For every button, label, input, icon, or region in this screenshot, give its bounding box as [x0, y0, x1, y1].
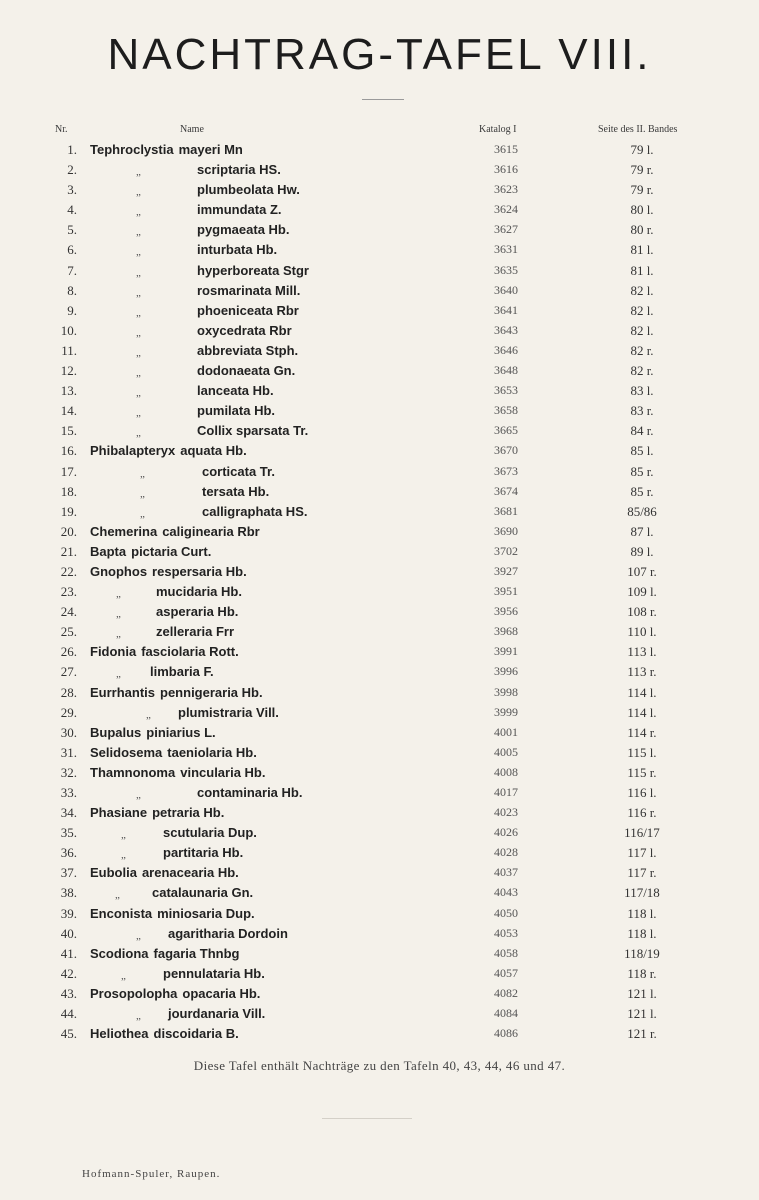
header-nr: Nr.: [55, 124, 68, 135]
table-row: [0, 383, 759, 403]
table-row: [0, 202, 759, 222]
row-number: 24.: [60, 604, 77, 620]
row-number: 23.: [60, 584, 77, 600]
row-number: 10.: [60, 322, 77, 338]
table-row: [0, 484, 759, 504]
page-reference: 114 l.: [627, 684, 657, 700]
table-row: [0, 182, 759, 202]
page-reference: 79 r.: [630, 182, 654, 198]
row-number: 43.: [60, 985, 77, 1001]
katalog-number: 4001: [494, 724, 518, 739]
row-number: 13.: [60, 383, 77, 399]
species-name: pygmaeata Hb.: [197, 222, 290, 238]
katalog-number: 3665: [494, 423, 518, 438]
table-row: [0, 263, 759, 283]
katalog-number: 3641: [494, 302, 518, 317]
table-row: [0, 624, 759, 644]
row-number: 34.: [60, 805, 77, 821]
species-name: pennulataria Hb.: [163, 965, 265, 981]
row-number: 2.: [67, 162, 77, 178]
katalog-number: 3674: [494, 483, 518, 498]
row-number: 30.: [60, 724, 77, 740]
species-name: mayeri Mn: [178, 142, 243, 157]
header-katalog: Katalog I: [479, 124, 517, 135]
row-number: 18.: [60, 483, 77, 499]
ditto-mark: „: [136, 427, 141, 440]
row-number: 39.: [60, 905, 77, 921]
species-name: limbaria F.: [150, 664, 214, 680]
species-name: lanceata Hb.: [197, 383, 274, 399]
species-name: contaminaria Hb.: [197, 785, 303, 800]
page-reference: 80 l.: [630, 202, 654, 218]
table-row: [0, 845, 759, 865]
katalog-number: 3635: [494, 262, 518, 277]
species-name: discoidaria B.: [153, 1026, 239, 1042]
species-name: immundata Z.: [197, 202, 282, 218]
ditto-mark: „: [136, 387, 141, 400]
genus-name: Tephroclystia: [90, 142, 174, 157]
genus-name: Phibalapteryx: [90, 443, 176, 459]
ditto-mark: „: [116, 608, 121, 621]
genus-name: Bupalus: [90, 724, 142, 740]
page-reference: 87 l.: [630, 523, 654, 539]
row-number: 40.: [60, 925, 77, 941]
title-rule: [362, 99, 404, 100]
row-number: 11.: [61, 342, 77, 358]
ditto-mark: „: [136, 789, 141, 801]
species-name: Collix sparsata Tr.: [197, 423, 309, 439]
table-row: [0, 805, 759, 825]
species-name: oxycedrata Rbr: [197, 322, 292, 338]
katalog-number: 4037: [494, 865, 518, 880]
katalog-number: 4008: [494, 764, 518, 779]
species-name: respersaria Hb.: [152, 563, 247, 579]
table-row: [0, 966, 759, 986]
page-reference: 118/19: [624, 945, 660, 961]
species-name: dodonaeata Gn.: [197, 363, 296, 379]
page-reference: 107 r.: [627, 563, 657, 579]
species-name: inturbata Hb.: [197, 242, 278, 258]
ditto-mark: „: [146, 708, 151, 721]
table-row: [0, 564, 759, 584]
ditto-mark: „: [136, 407, 141, 420]
table-row: [0, 765, 759, 785]
genus-name: Eurrhantis: [90, 684, 156, 700]
page-reference: 109 l.: [627, 584, 657, 600]
table-row: [0, 544, 759, 564]
table-row: [0, 283, 759, 303]
katalog-number: 3624: [494, 202, 518, 217]
table-row: [0, 524, 759, 544]
row-number: 36.: [60, 845, 77, 861]
page-reference: 114 l.: [627, 704, 657, 720]
page-reference: 118 l.: [627, 925, 657, 941]
table-row: [0, 504, 759, 524]
row-number: 37.: [60, 865, 77, 881]
row-number: 20.: [60, 523, 77, 539]
table-row: [0, 162, 759, 182]
table-row: [0, 685, 759, 705]
katalog-number: 3640: [494, 282, 518, 297]
table-row: [0, 745, 759, 765]
katalog-number: 4023: [494, 805, 518, 820]
table-row: [0, 1006, 759, 1026]
table-row: [0, 142, 759, 162]
page-reference: 85 l.: [630, 443, 654, 459]
row-number: 21.: [60, 543, 77, 559]
page-reference: 85/86: [627, 503, 657, 519]
species-name: fagaria Thnbg: [153, 945, 240, 961]
ditto-mark: „: [136, 367, 141, 380]
species-name: catalaunaria Gn.: [152, 885, 254, 901]
katalog-number: 3999: [494, 704, 518, 719]
table-row: [0, 242, 759, 262]
katalog-number: 4050: [494, 905, 518, 920]
page-reference: 117 r.: [627, 865, 657, 881]
row-number: 9.: [67, 302, 77, 318]
page-reference: 113 l.: [627, 644, 657, 660]
page-reference: 115 r.: [627, 764, 657, 780]
katalog-number: 4028: [494, 845, 518, 860]
genus-name: Enconista: [90, 905, 153, 921]
row-number: 33.: [60, 785, 77, 800]
species-name: pumilata Hb.: [197, 403, 276, 419]
page-reference: 82 l.: [630, 322, 654, 338]
genus-name: Phasiane: [90, 805, 148, 821]
katalog-number: 4084: [494, 1006, 518, 1021]
row-number: 28.: [60, 684, 77, 700]
ditto-mark: „: [115, 889, 120, 902]
row-number: 32.: [60, 764, 77, 780]
page-reference: 117 l.: [627, 845, 657, 861]
row-number: 12.: [60, 363, 77, 379]
katalog-number: 4017: [494, 785, 518, 799]
table-row: [0, 885, 759, 905]
species-name: calligraphata HS.: [202, 503, 308, 519]
table-row: [0, 423, 759, 443]
row-number: 5.: [67, 222, 77, 238]
page-reference: 110 l.: [627, 624, 657, 640]
page-reference: 108 r.: [627, 604, 657, 620]
genus-name: Fidonia: [90, 644, 137, 660]
page-reference: 116 l.: [627, 785, 657, 800]
genus-name: Thamnonoma: [90, 764, 176, 780]
species-name: vincularia Hb.: [180, 764, 266, 780]
table-row: [0, 946, 759, 966]
katalog-number: 4026: [494, 825, 518, 840]
katalog-number: 3627: [494, 222, 518, 237]
katalog-number: 3951: [494, 584, 518, 599]
species-name: scriptaria HS.: [197, 162, 281, 178]
ditto-mark: „: [140, 467, 145, 480]
katalog-number: 3968: [494, 624, 518, 639]
katalog-number: 3643: [494, 322, 518, 337]
table-row: [0, 584, 759, 604]
katalog-number: 3615: [494, 142, 518, 156]
table-row: [0, 825, 759, 845]
row-number: 3.: [67, 182, 77, 198]
page-reference: 113 r.: [627, 664, 657, 680]
species-name: plumbeolata Hw.: [197, 182, 300, 198]
species-name: asperaria Hb.: [156, 604, 239, 620]
species-name: mucidaria Hb.: [156, 584, 242, 600]
ditto-mark: „: [136, 286, 141, 299]
ditto-mark: „: [140, 487, 145, 500]
katalog-number: 3927: [494, 563, 518, 578]
page-reference: 85 r.: [630, 483, 654, 499]
katalog-number: 3702: [494, 543, 518, 558]
row-number: 44.: [60, 1006, 77, 1022]
ditto-mark: „: [136, 306, 141, 319]
row-number: 31.: [60, 744, 77, 760]
row-number: 16.: [60, 443, 77, 459]
row-number: 6.: [67, 242, 77, 258]
table-row: [0, 926, 759, 946]
ditto-mark: „: [136, 166, 141, 179]
page-reference: 115 l.: [627, 744, 657, 760]
page-reference: 116/17: [624, 825, 660, 841]
page-reference: 85 r.: [630, 463, 654, 479]
page-reference: 82 l.: [630, 282, 654, 298]
katalog-number: 4053: [494, 925, 518, 940]
species-name: phoeniceata Rbr: [197, 302, 299, 318]
species-name: opacaria Hb.: [182, 985, 261, 1001]
species-name: scutularia Dup.: [163, 825, 257, 841]
species-name: agaritharia Dordoin: [168, 925, 288, 941]
page-reference: 114 r.: [627, 724, 657, 740]
ditto-mark: „: [136, 1010, 141, 1023]
species-name: arenacearia Hb.: [141, 865, 239, 881]
table-row: [0, 403, 759, 423]
page-reference: 116 r.: [627, 805, 657, 821]
table-row: [0, 785, 759, 805]
page-reference: 83 l.: [630, 383, 654, 399]
table-row: [0, 644, 759, 664]
ditto-mark: „: [136, 226, 141, 239]
ditto-mark: „: [136, 266, 141, 279]
genus-name: Eubolia: [90, 865, 137, 881]
species-name: abbreviata Stph.: [197, 342, 299, 358]
table-row: [0, 343, 759, 363]
table-row: [0, 443, 759, 463]
row-number: 25.: [60, 624, 77, 640]
katalog-number: 3648: [494, 363, 518, 378]
page-reference: 82 r.: [630, 363, 654, 379]
table-row: [0, 222, 759, 242]
katalog-number: 4058: [494, 945, 518, 960]
row-number: 7.: [67, 262, 77, 278]
page-reference: 83 r.: [630, 403, 654, 419]
ditto-mark: „: [116, 588, 121, 601]
ditto-mark: „: [121, 829, 126, 842]
page-reference: 81 l.: [630, 262, 654, 278]
katalog-number: 3646: [494, 342, 518, 357]
genus-name: Bapta: [90, 543, 127, 559]
page-reference: 121 l.: [627, 1006, 657, 1022]
page-reference: 89 l.: [630, 543, 654, 559]
katalog-number: 3956: [494, 604, 518, 619]
katalog-number: 4057: [494, 965, 518, 980]
page-reference: 121 r.: [627, 1026, 657, 1042]
page-reference: 118 l.: [627, 905, 657, 921]
species-name: petraria Hb.: [152, 805, 225, 821]
row-number: 38.: [60, 885, 77, 901]
ditto-mark: „: [116, 668, 121, 681]
page-reference: 80 r.: [630, 222, 654, 238]
table-row: [0, 986, 759, 1006]
species-name: piniarius L.: [146, 724, 216, 740]
katalog-number: 3616: [494, 162, 518, 177]
genus-name: Selidosema: [90, 744, 163, 760]
genus-name: Heliothea: [90, 1026, 149, 1042]
genus-name: Prosopolopha: [90, 985, 178, 1001]
row-number: 22.: [60, 563, 77, 579]
ditto-mark: „: [140, 507, 145, 520]
katalog-number: 3673: [494, 463, 518, 478]
page-title: NACHTRAG-TAFEL VIII.: [107, 30, 652, 79]
row-number: 8.: [67, 282, 77, 298]
ditto-mark: „: [136, 206, 141, 219]
katalog-number: 3998: [494, 684, 518, 699]
page-reference: 79 r.: [630, 162, 654, 178]
ditto-mark: „: [136, 186, 141, 199]
ditto-mark: „: [136, 246, 141, 259]
katalog-number: 4005: [494, 744, 518, 759]
page-reference: 118 r.: [627, 965, 657, 981]
page-reference: 82 l.: [630, 302, 654, 318]
katalog-number: 4082: [494, 985, 518, 1000]
header-name: Name: [180, 124, 204, 135]
table-row: [0, 664, 759, 684]
page-reference: 79 l.: [630, 142, 654, 157]
table-row: [0, 906, 759, 926]
genus-name: Scodiona: [90, 945, 149, 961]
ditto-mark: „: [121, 849, 126, 862]
species-name: jourdanaria Vill.: [168, 1006, 266, 1022]
row-number: 27.: [60, 664, 77, 680]
credit-line: Hofmann-Spuler, Raupen.: [82, 1168, 221, 1180]
species-name: rosmarinata Mill.: [197, 282, 301, 298]
katalog-number: 3623: [494, 182, 518, 197]
row-number: 19.: [60, 503, 77, 519]
katalog-number: 3996: [494, 664, 518, 679]
species-name: pictaria Curt.: [131, 543, 212, 559]
row-number: 35.: [60, 825, 77, 841]
species-name: aquata Hb.: [180, 443, 247, 459]
katalog-number: 3653: [494, 383, 518, 398]
species-name: tersata Hb.: [202, 483, 270, 499]
species-table: [0, 142, 759, 1046]
species-name: plumistraria Vill.: [178, 704, 279, 720]
ditto-mark: „: [136, 326, 141, 339]
page-reference: 82 r.: [630, 342, 654, 358]
row-number: 17.: [60, 463, 77, 479]
ditto-mark: „: [121, 969, 126, 982]
header-seite: Seite des II. Bandes: [598, 124, 678, 135]
genus-name: Chemerina: [90, 523, 158, 539]
table-row: [0, 1026, 759, 1046]
page-reference: 117/18: [624, 885, 660, 901]
species-name: pennigeraria Hb.: [160, 684, 263, 700]
species-name: zelleraria Frr: [156, 624, 235, 640]
table-row: [0, 604, 759, 624]
katalog-number: 3670: [494, 443, 518, 458]
page-reference: 84 r.: [630, 423, 654, 439]
row-number: 15.: [60, 423, 77, 439]
ditto-mark: „: [136, 346, 141, 359]
katalog-number: 3690: [494, 523, 518, 538]
genus-name: Gnophos: [90, 563, 148, 579]
table-row: [0, 725, 759, 745]
row-number: 42.: [60, 965, 77, 981]
species-name: hyperboreata Stgr: [197, 262, 309, 278]
footnote: Diese Tafel enthält Nachträge zu den Tafeln 40, 43, 44, 46 und 47.: [193, 1058, 566, 1073]
species-name: partitaria Hb.: [163, 845, 244, 861]
row-number: 4.: [67, 202, 77, 218]
katalog-number: 3631: [494, 242, 518, 257]
table-row: [0, 363, 759, 383]
row-number: 29.: [60, 704, 77, 720]
katalog-number: 3658: [494, 403, 518, 418]
katalog-number: 3681: [494, 503, 518, 518]
katalog-number: 3991: [494, 644, 518, 659]
species-name: fasciolaria Rott.: [141, 644, 239, 660]
species-name: miniosaria Dup.: [157, 905, 255, 921]
species-name: caligineariа Rbr: [162, 523, 260, 539]
katalog-number: 4086: [494, 1026, 518, 1041]
row-number: 41.: [60, 945, 77, 961]
katalog-number: 4043: [494, 885, 518, 900]
species-name: taeniolaria Hb.: [167, 744, 257, 760]
table-row: [0, 323, 759, 343]
row-number: 14.: [60, 403, 77, 419]
table-row: [0, 705, 759, 725]
page-reference: 81 l.: [630, 242, 654, 258]
table-row: [0, 865, 759, 885]
table-row: [0, 303, 759, 323]
ditto-mark: „: [116, 628, 121, 641]
row-number: 45.: [60, 1026, 77, 1042]
row-number: 1.: [67, 142, 77, 157]
species-name: corticata Tr.: [202, 463, 275, 479]
ditto-mark: „: [136, 929, 141, 942]
row-number: 26.: [60, 644, 77, 660]
page-reference: 121 l.: [627, 985, 657, 1001]
table-row: [0, 464, 759, 484]
footer-rule: [322, 1118, 412, 1119]
